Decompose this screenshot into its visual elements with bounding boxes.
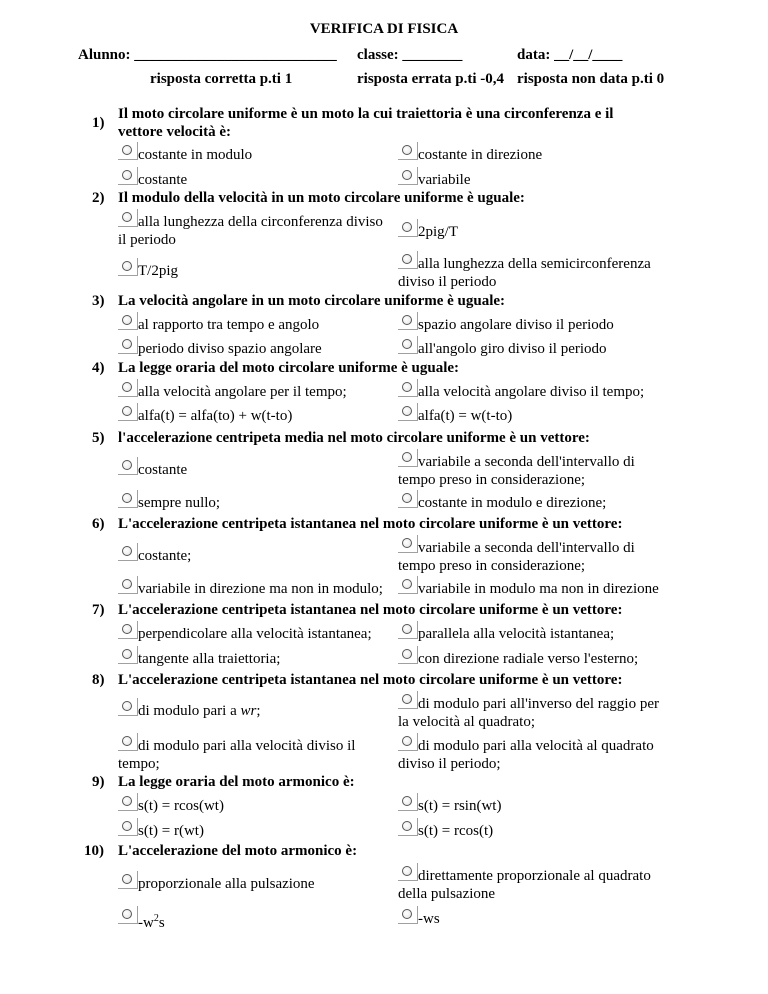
radio-icon[interactable]: [398, 906, 418, 924]
question-number: 4): [92, 360, 105, 376]
option-label-cont: il periodo: [118, 232, 176, 248]
radio-icon[interactable]: [118, 906, 138, 924]
radio-icon[interactable]: [118, 646, 138, 664]
option-label: sempre nullo;: [138, 495, 221, 511]
option-label: costante in direzione: [418, 147, 543, 163]
radio-icon[interactable]: [398, 167, 418, 185]
radio-icon[interactable]: [118, 621, 138, 639]
option-label: costante;: [138, 548, 192, 564]
option-label: variabile: [418, 172, 471, 188]
question-text: La legge oraria del moto circolare uniforme è uguale:: [118, 360, 460, 376]
radio-icon[interactable]: [118, 818, 138, 836]
option-label: variabile in modulo ma non in direzione: [418, 581, 659, 597]
option-label: alla lunghezza della semicirconferenza: [418, 256, 651, 272]
option-label: costante: [138, 172, 188, 188]
option-label-cont: tempo preso in considerazione;: [398, 558, 586, 574]
option-label: direttamente proporzionale al quadrato: [418, 868, 651, 884]
option-label: con direzione radiale verso l'esterno;: [418, 651, 639, 667]
question-text: L'accelerazione del moto armonico è:: [118, 843, 358, 859]
radio-icon[interactable]: [118, 457, 138, 475]
question-number: 3): [92, 293, 105, 309]
radio-icon[interactable]: [118, 543, 138, 561]
radio-icon[interactable]: [398, 818, 418, 836]
option-label: variabile a seconda dell'intervallo di: [418, 540, 635, 556]
question-text: L'accelerazione centripeta istantanea nel moto circolare uniforme è un vettore:: [118, 672, 623, 688]
option-label: alfa(t) = w(t-to): [418, 408, 513, 424]
radio-icon[interactable]: [398, 646, 418, 664]
radio-icon[interactable]: [118, 209, 138, 227]
radio-icon[interactable]: [118, 167, 138, 185]
radio-icon[interactable]: [398, 576, 418, 594]
option-label: spazio angolare diviso il periodo: [418, 317, 614, 333]
option-label-cont: tempo preso in considerazione;: [398, 472, 586, 488]
question-number: 10): [84, 843, 104, 859]
option-label: costante in modulo: [138, 147, 253, 163]
question-text: Il moto circolare uniforme è un moto la cui traiettoria è una circonferenza e il: [118, 106, 614, 122]
radio-icon[interactable]: [118, 793, 138, 811]
radio-icon[interactable]: [398, 535, 418, 553]
option-label: costante in modulo e direzione;: [418, 495, 607, 511]
question-number: 8): [92, 672, 105, 688]
radio-icon[interactable]: [398, 379, 418, 397]
question-number: 5): [92, 430, 105, 446]
question-number: 9): [92, 774, 105, 790]
radio-icon[interactable]: [398, 793, 418, 811]
radio-icon[interactable]: [118, 142, 138, 160]
option-label: 2pig/T: [418, 224, 458, 240]
radio-icon[interactable]: [398, 251, 418, 269]
radio-icon[interactable]: [118, 379, 138, 397]
option-label-cont: diviso il periodo: [398, 274, 497, 290]
option-label: periodo diviso spazio angolare: [138, 341, 322, 357]
radio-icon[interactable]: [398, 449, 418, 467]
option-label: tangente alla traiettoria;: [138, 651, 281, 667]
option-label: s(t) = rcos(t): [418, 823, 494, 839]
option-label: alla velocità angolare diviso il tempo;: [418, 384, 645, 400]
option-label: di modulo pari a wr;: [138, 703, 261, 719]
option-label: alla velocità angolare per il tempo;: [138, 384, 347, 400]
radio-icon[interactable]: [398, 336, 418, 354]
radio-icon[interactable]: [118, 698, 138, 716]
radio-icon[interactable]: [118, 490, 138, 508]
question-text: L'accelerazione centripeta istantanea nel moto circolare uniforme è un vettore:: [118, 516, 623, 532]
date-field-label: data: __/__/____: [517, 47, 623, 63]
radio-icon[interactable]: [398, 312, 418, 330]
scoring-correct: risposta corretta p.ti 1: [150, 71, 293, 87]
option-label: di modulo pari alla velocità al quadrato: [418, 738, 654, 754]
option-label: di modulo pari all'inverso del raggio per: [418, 696, 659, 712]
question-text: l'accelerazione centripeta media nel moto circolare uniforme è un vettore:: [118, 430, 590, 446]
question-number: 2): [92, 190, 105, 206]
radio-icon[interactable]: [118, 576, 138, 594]
radio-icon[interactable]: [118, 403, 138, 421]
option-label: s(t) = r(wt): [138, 823, 204, 839]
radio-icon[interactable]: [118, 312, 138, 330]
question-number: 1): [92, 115, 105, 131]
radio-icon[interactable]: [118, 336, 138, 354]
option-label: variabile a seconda dell'intervallo di: [418, 454, 635, 470]
radio-icon[interactable]: [398, 403, 418, 421]
option-label: parallela alla velocità istantanea;: [418, 626, 615, 642]
radio-icon[interactable]: [398, 219, 418, 237]
option-label: s(t) = rcos(wt): [138, 798, 224, 814]
page-title: VERIFICA DI FISICA: [309, 21, 459, 37]
question-text: Il modulo della velocità in un moto circolare uniforme è uguale:: [118, 190, 525, 206]
option-label: all'angolo giro diviso il periodo: [418, 341, 607, 357]
radio-icon[interactable]: [118, 258, 138, 276]
option-label: alfa(t) = alfa(to) + w(t-to): [138, 408, 293, 424]
option-label: perpendicolare alla velocità istantanea;: [138, 626, 372, 642]
scoring-wrong: risposta errata p.ti -0,4: [357, 71, 505, 87]
class-field-label: classe: ________: [357, 47, 463, 63]
question-text-cont: vettore velocità è:: [118, 124, 231, 140]
radio-icon[interactable]: [398, 733, 418, 751]
radio-icon[interactable]: [118, 871, 138, 889]
question-number: 7): [92, 602, 105, 618]
option-label: variabile in direzione ma non in modulo;: [138, 581, 383, 597]
radio-icon[interactable]: [398, 142, 418, 160]
option-label: di modulo pari alla velocità diviso il: [138, 738, 356, 754]
option-label-cont: tempo;: [118, 756, 160, 772]
option-label-cont: della pulsazione: [398, 886, 496, 902]
option-label: T/2pig: [138, 263, 178, 279]
question-text: La velocità angolare in un moto circolare uniforme è uguale:: [118, 293, 506, 309]
option-label: al rapporto tra tempo e angolo: [138, 317, 320, 333]
option-label: -ws: [418, 911, 440, 927]
radio-icon[interactable]: [398, 691, 418, 709]
question-text: La legge oraria del moto armonico è:: [118, 774, 355, 790]
scoring-none: risposta non data p.ti 0: [517, 71, 665, 87]
option-label: alla lunghezza della circonferenza diviso: [138, 214, 383, 230]
student-field-label: Alunno: ___________________________: [78, 47, 337, 63]
option-label: $-w^2s$: [138, 913, 165, 931]
radio-icon[interactable]: [398, 863, 418, 881]
question-text: L'accelerazione centripeta istantanea nel moto circolare uniforme è un vettore:: [118, 602, 623, 618]
option-label: s(t) = rsin(wt): [418, 798, 502, 814]
radio-icon[interactable]: [398, 490, 418, 508]
option-label: costante: [138, 462, 188, 478]
radio-icon[interactable]: [118, 733, 138, 751]
option-label-cont: diviso il periodo;: [398, 756, 501, 772]
question-number: 6): [92, 516, 105, 532]
option-label: proporzionale alla pulsazione: [138, 876, 315, 892]
option-label-cont: la velocità al quadrato;: [398, 714, 536, 730]
radio-icon[interactable]: [398, 621, 418, 639]
